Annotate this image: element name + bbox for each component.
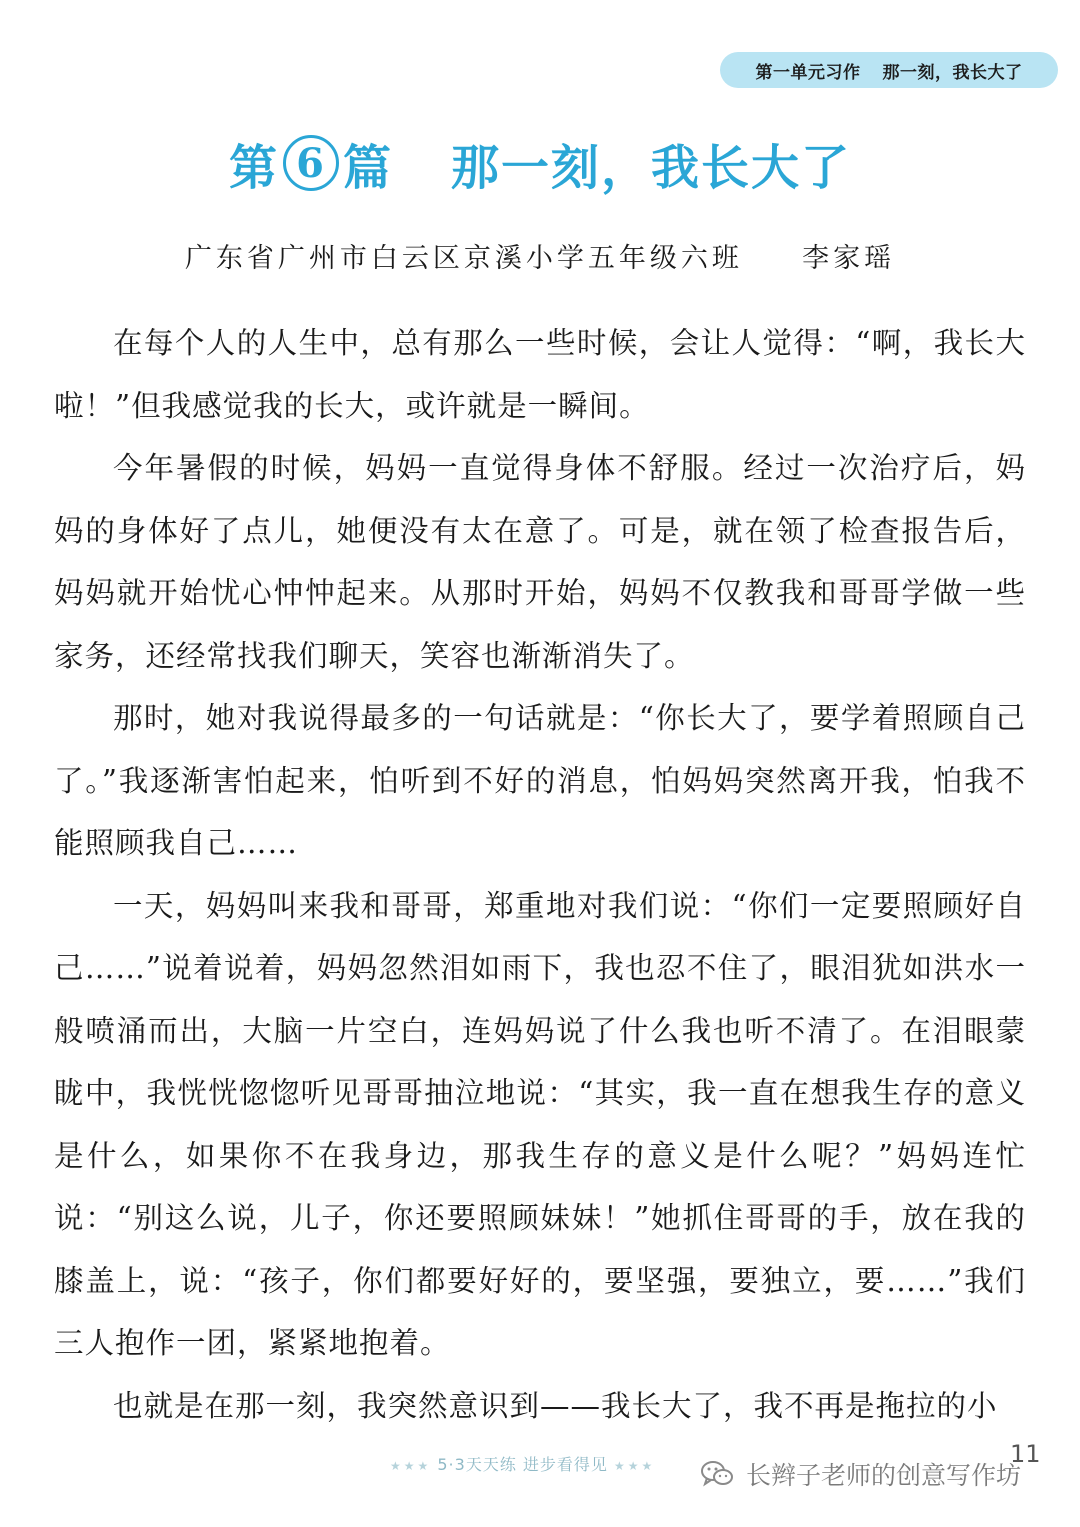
paragraph: 在每个人的人生中，总有那么一些时候，会让人觉得：“啊，我长大啦！”但我感觉我的长大，或许就是一瞬间。 xyxy=(54,326,1026,423)
watermark-text: 长辫子老师的创意写作坊 xyxy=(746,1461,1022,1490)
footer-slogan xyxy=(390,1452,655,1475)
byline-author: 李家瑶 xyxy=(802,243,896,274)
page-number: 11 xyxy=(1010,1440,1041,1468)
paragraph: 那时，她对我说得最多的一句话就是：“你长大了，要学着照顾自己了。”我逐渐害怕起来，怕听到不好的消息，怕妈妈突然离开我，怕我不能照顾我自己…… xyxy=(54,701,1026,860)
stars-right: ★★★ xyxy=(614,1459,656,1473)
title-prefix: 第 xyxy=(228,139,279,196)
byline xyxy=(0,236,1080,275)
paragraph: 一天，妈妈叫来我和哥哥，郑重地对我们说：“你们一定要照顾好自己……”说着说着，妈妈忽然泪如雨下，我也忍不住了，眼泪犹如洪水一般喷涌而出，大脑一片空白，连妈妈说了什么我也听不清了。在泪眼蒙眬中，我恍恍惚惚听见哥哥抽泣地说：“其实，我一直在想我生存的意义是什么，如果你不在我身边，那我生存的意义是什么呢？”妈妈连忙说：“别这么说，儿子，你还要照顾妹妹！”她抓住哥哥的手，放在我的膝盖上，说：“孩子，你们都要好好的，要坚强，要独立，要……”我们三人抱作一团，紧紧地抱着。 xyxy=(54,888,1026,1360)
title-number-badge: 6 xyxy=(283,135,339,191)
page-title xyxy=(0,128,1080,198)
paragraph: 今年暑假的时候，妈妈一直觉得身体不舒服。经过一次治疗后，妈妈的身体好了点儿，她便没有太在意了。可是，就在领了检查报告后，妈妈就开始忧心忡忡起来。从那时开始，妈妈不仅教我和哥哥学做一些家务，还经常找我们聊天，笑容也渐渐消失了。 xyxy=(54,451,1026,673)
paragraph: 也就是在那一刻，我突然意识到——我长大了，我不再是拖拉的小 xyxy=(113,1388,998,1423)
watermark xyxy=(700,1456,1021,1492)
title-text: 那一刻，我长大了 xyxy=(451,139,852,196)
header-tab xyxy=(720,52,1058,88)
byline-school: 广东省广州市白云区京溪小学五年级六班 xyxy=(184,243,743,274)
article-body xyxy=(54,312,1026,1437)
slogan-text: 5·3天天练 进步看得见 xyxy=(437,1455,608,1474)
unit-label: 第一单元习作 xyxy=(755,62,861,83)
stars-left: ★★★ xyxy=(390,1459,432,1473)
wechat-icon xyxy=(700,1459,734,1489)
title-suffix: 篇 xyxy=(342,139,393,196)
topic-label: 那一刻，我长大了 xyxy=(882,62,1023,83)
